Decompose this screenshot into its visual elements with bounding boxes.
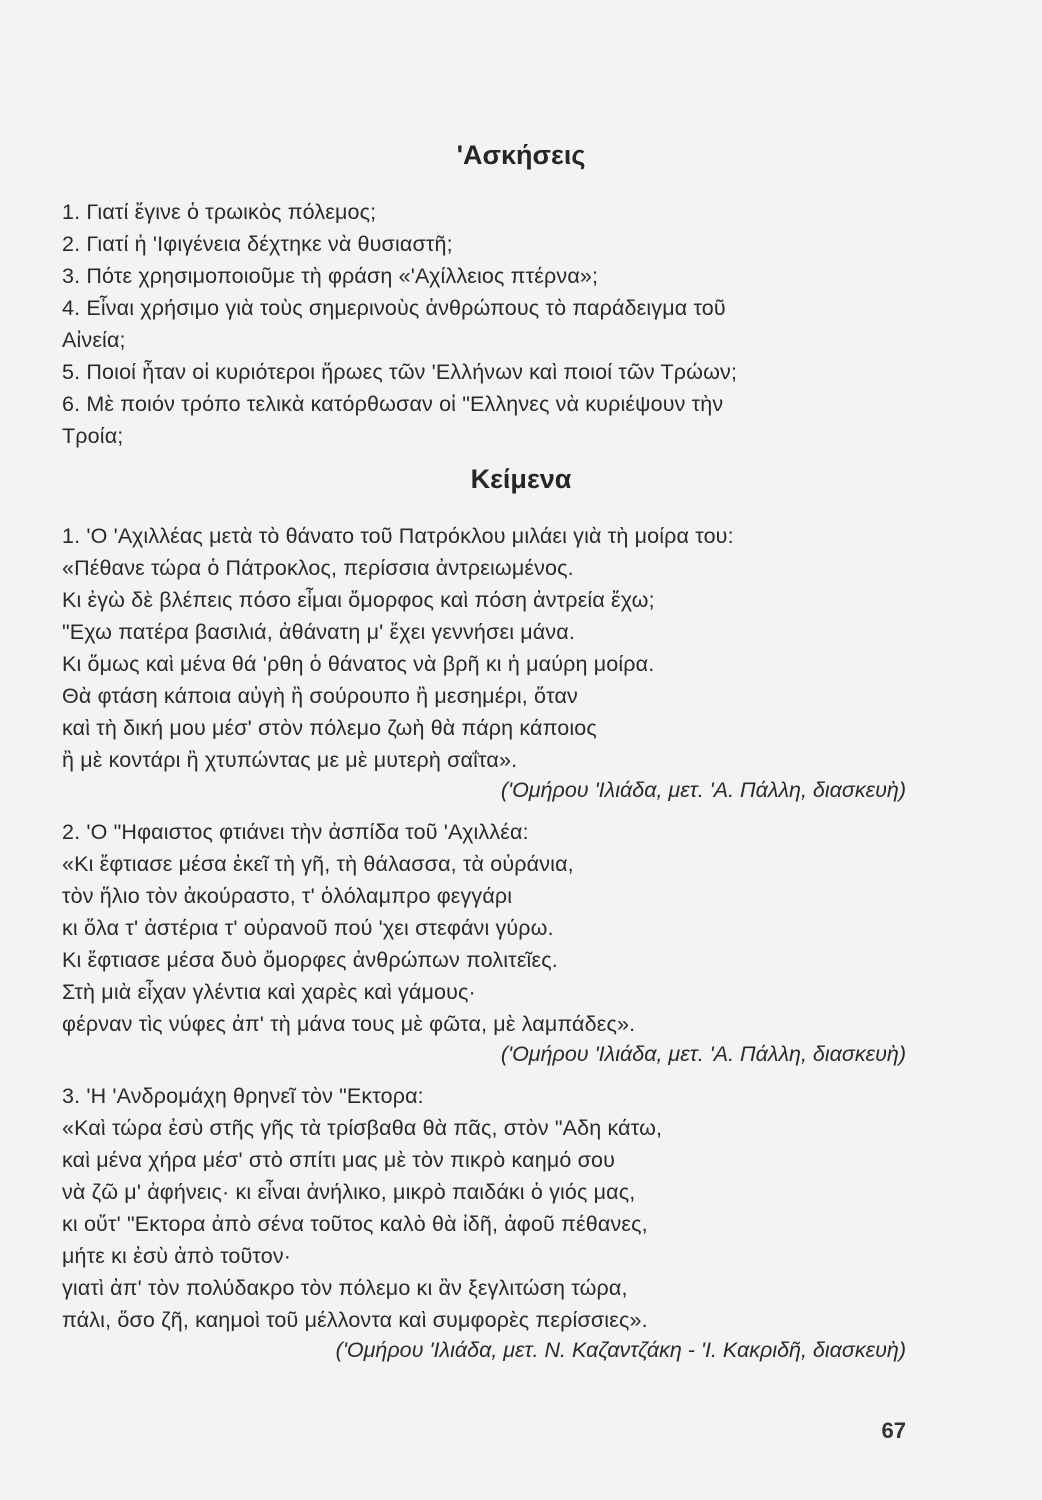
passage-2-line: κι ὅλα τ' ἀστέρια τ' οὐρανοῦ πού 'χει στεφάνι γύρω. — [62, 916, 554, 940]
passage-1-citation: ('Ομήρου 'Ιλιάδα, μετ. 'Α. Πάλλη, διασκευὴ) — [500, 778, 906, 802]
passage-1-line: 1. 'Ο 'Αχιλλέας μετὰ τὸ θάνατο τοῦ Πατρόκλου μιλάει γιὰ τὴ μοίρα του: — [62, 524, 734, 548]
exercise-line: 1. Γιατί ἔγινε ὁ τρωικὸς πόλεμος; — [62, 200, 377, 224]
passage-2-line: φέρναν τὶς νύφες ἀπ' τὴ μάνα τους μὲ φῶτα, μὲ λαμπάδες». — [62, 1012, 636, 1036]
exercise-line: 4. Εἶναι χρήσιμο γιὰ τοὺς σημερινοὺς ἀνθρώπους τὸ παράδειγμα τοῦ — [62, 296, 726, 320]
exercise-line: 6. Μὲ ποιόν τρόπο τελικὰ κατόρθωσαν οἱ "Ελληνες νὰ κυριέψουν τὴν — [62, 392, 724, 416]
texts-heading: Κείμενα — [470, 464, 572, 494]
passage-3-line: γιατὶ ἀπ' τὸν πολύδακρο τὸν πόλεμο κι ἂν ξεγλιτώση τώρα, — [62, 1276, 628, 1300]
page-number: 67 — [881, 1418, 906, 1443]
passage-2-citation: ('Ομήρου 'Ιλιάδα, μετ. 'Α. Πάλλη, διασκευὴ) — [500, 1042, 906, 1066]
passage-3-line: πάλι, ὅσο ζῆ, καημοὶ τοῦ μέλλοντα καὶ συμφορὲς περίσσιες». — [62, 1308, 648, 1332]
passage-1-line: «Πέθανε τώρα ὁ Πάτροκλος, περίσσια ἀντρειωμένος. — [62, 556, 574, 580]
passage-3-line: νὰ ζῶ μ' ἀφήνεις· κι εἶναι ἀνήλικο, μικρὸ παιδάκι ὁ γιός μας, — [62, 1180, 636, 1204]
passage-2-line: Κι ἔφτιασε μέσα δυὸ ὄμορφες ἀνθρώπων πολιτεῖες. — [62, 948, 558, 972]
passage-2-line: 2. 'Ο "Ηφαιστος φτιάνει τὴν ἀσπίδα τοῦ 'Αχιλλέα: — [62, 820, 529, 844]
passage-1-line: καὶ τὴ δική μου μέσ' στὸν πόλεμο ζωὴ θὰ πάρη κάποιος — [62, 716, 597, 740]
exercise-line: 2. Γιατί ἡ 'Ιφιγένεια δέχτηκε νὰ θυσιαστῆ; — [62, 232, 453, 256]
exercises-heading: 'Ασκήσεις — [456, 140, 586, 170]
passage-2-line: «Κι ἔφτιασε μέσα ἐκεῖ τὴ γῆ, τὴ θάλασσα, τὰ οὐράνια, — [62, 852, 574, 876]
passage-2-line: τὸν ἥλιο τὸν ἀκούραστο, τ' ὁλόλαμπρο φεγγάρι — [62, 884, 513, 908]
passage-1-line: Κι ὅμως καὶ μένα θά 'ρθη ὁ θάνατος νὰ βρῆ κι ἡ μαύρη μοίρα. — [62, 652, 655, 676]
exercise-line: 5. Ποιοί ἦταν οἱ κυριότεροι ἥρωες τῶν 'Ελλήνων καὶ ποιοί τῶν Τρώων; — [62, 360, 738, 384]
passage-3-line: «Καὶ τώρα ἐσὺ στῆς γῆς τὰ τρίσβαθα θὰ πᾶς, στὸν "Αδη κάτω, — [62, 1116, 663, 1140]
passage-3-line: μήτε κι ἐσὺ ἀπὸ τοῦτον· — [62, 1244, 292, 1268]
exercise-line: Τροία; — [62, 424, 124, 448]
passage-1-line: "Εχω πατέρα βασιλιά, ἀθάνατη μ' ἔχει γεννήσει μάνα. — [62, 620, 575, 644]
passage-3-citation: ('Ομήρου 'Ιλιάδα, μετ. Ν. Καζαντζάκη - 'Ι. Κακριδῆ, διασκευὴ) — [335, 1338, 906, 1362]
exercise-line: Αἰνεία; — [62, 328, 126, 352]
passage-3-line: κι οὔτ' "Εκτορα ἀπὸ σένα τοῦτος καλὸ θὰ ἰδῆ, ἀφοῦ πέθανες, — [62, 1212, 648, 1236]
passage-3-line: καὶ μένα χήρα μέσ' στὸ σπίτι μας μὲ τὸν πικρὸ καημό σου — [62, 1148, 616, 1172]
passage-3-line: 3. 'Η 'Ανδρομάχη θρηνεῖ τὸν "Εκτορα: — [62, 1084, 424, 1108]
passage-1-line: ἢ μὲ κοντάρι ἢ χτυπώντας με μὲ μυτερὴ σαΐτα». — [62, 748, 518, 772]
passage-1-line: Θὰ φτάση κάποια αὐγὴ ἢ σούρουπο ἢ μεσημέρι, ὅταν — [62, 684, 578, 708]
passage-1-line: Κι ἐγὼ δὲ βλέπεις πόσο εἶμαι ὄμορφος καὶ πόση ἀντρεία ἔχω; — [62, 588, 655, 612]
exercise-line: 3. Πότε χρησιμοποιοῦμε τὴ φράση «'Αχίλλειος πτέρνα»; — [62, 264, 599, 288]
passage-2-line: Στὴ μιὰ εἶχαν γλέντια καὶ χαρὲς καὶ γάμους· — [62, 980, 476, 1004]
